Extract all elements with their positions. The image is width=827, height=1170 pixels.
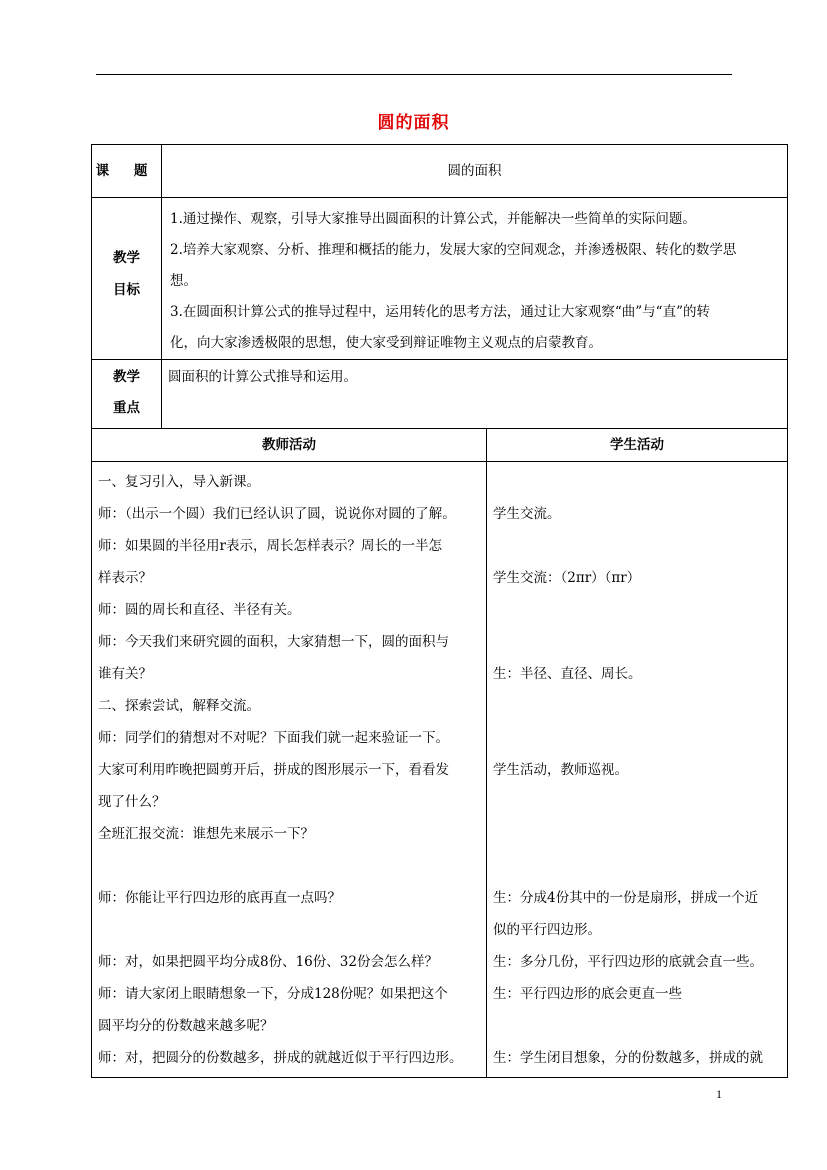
student-line: 学生交流：（2πr）（πr） — [493, 570, 641, 586]
subject-row — [92, 145, 788, 198]
page-number: 1 — [716, 1087, 722, 1101]
student-line: 生：学生闭目想象，分的份数越多，拼成的就 — [493, 1050, 763, 1066]
student-line: 生：平行四边形的底会更直一些 — [493, 986, 682, 1002]
activity-header-row — [92, 429, 788, 462]
teacher-line — [98, 914, 480, 946]
goal-line: 化，向大家渗透极限的思想，使大家受到辩证唯物主义观点的启蒙教育。 — [170, 335, 602, 351]
student-line — [493, 594, 781, 626]
student-line — [493, 626, 781, 658]
student-line: 学生活动，教师巡视。 — [493, 762, 628, 778]
teacher-line: 二、探索尝试，解释交流。 — [98, 698, 260, 714]
teacher-line: 一、复习引入，导入新课。 — [98, 474, 260, 490]
goal-line: 2.培养大家观察、分析、推理和概括的能力，发展大家的空间观念，并渗透极限、转化的数学思 — [170, 242, 737, 258]
teacher-line: 现了什么？ — [98, 794, 166, 810]
goals-content — [162, 198, 788, 360]
student-line: 生：分成4份其中的一份是扇形，拼成一个近 — [493, 890, 759, 906]
goal-line: 3.在圆面积计算公式的推导过程中，运用转化的思考方法，通过让大家观察“曲”与“直”的转 — [170, 304, 710, 320]
header-rule — [96, 74, 732, 75]
goal-line: 1.通过操作、观察，引导大家推导出圆面积的计算公式，并能解决一些简单的实际问题。 — [170, 211, 696, 227]
student-activity-column — [487, 462, 788, 1078]
teacher-line: 师：（出示一个圆）我们已经认识了圆，说说你对圆的了解。 — [98, 506, 456, 522]
teacher-line: 圆平均分的份数越来越多呢？ — [98, 1018, 274, 1034]
teacher-line: 师：你能让平行四边形的底再直一点吗？ — [98, 890, 341, 906]
student-activity-header: 学生活动 — [487, 429, 788, 462]
key-points-content: 圆面积的计算公式推导和运用。 — [162, 360, 788, 429]
teacher-activity-column — [92, 462, 487, 1078]
student-line — [493, 690, 781, 722]
teacher-line: 师：对，把圆分的份数越多，拼成的就越近似于平行四边形。 — [98, 1050, 463, 1066]
student-line — [493, 1010, 781, 1042]
goals-label-line-2: 目标 — [113, 282, 140, 298]
student-line: 生：半径、直径、周长。 — [493, 666, 642, 682]
student-line: 学生交流。 — [493, 506, 561, 522]
lesson-plan-table — [91, 144, 788, 1078]
student-line — [493, 530, 781, 562]
teacher-line: 大家可利用昨晚把圆剪开后，拼成的图形展示一下，看看发 — [98, 762, 449, 778]
teacher-line — [98, 850, 480, 882]
teacher-line: 师：今天我们来研究圆的面积，大家猜想一下，圆的面积与 — [98, 634, 449, 650]
student-line: 似的平行四边形。 — [493, 922, 601, 938]
teacher-line: 师：圆的周长和直径、半径有关。 — [98, 602, 301, 618]
goals-row — [92, 198, 788, 360]
student-line — [493, 466, 781, 498]
teacher-activity-header: 教师活动 — [92, 429, 487, 462]
key-label-line-1: 教学 — [113, 369, 140, 385]
teacher-line: 全班汇报交流：谁想先来展示一下？ — [98, 826, 314, 842]
document-title: 圆的面积 — [377, 113, 450, 133]
subject-value: 圆的面积 — [162, 145, 788, 198]
teacher-line: 师：如果圆的半径用r表示，周长怎样表示？周长的一半怎 — [98, 538, 442, 554]
activity-body-row — [92, 462, 788, 1078]
key-label-line-2: 重点 — [113, 400, 140, 416]
goal-line: 想。 — [170, 273, 197, 289]
teacher-line: 师：同学们的猜想对不对呢？下面我们就一起来验证一下。 — [98, 730, 449, 746]
teacher-line: 师：请大家闭上眼睛想象一下，分成128份呢？如果把这个 — [98, 986, 448, 1002]
goals-label — [92, 198, 162, 360]
key-points-row — [92, 360, 788, 429]
student-line: 生：多分几份，平行四边形的底就会直一些。 — [493, 954, 763, 970]
subject-label: 课 题 — [92, 145, 162, 198]
student-line — [493, 722, 781, 754]
student-line — [493, 818, 781, 850]
key-points-label — [92, 360, 162, 429]
student-line — [493, 786, 781, 818]
teacher-line: 样表示？ — [98, 570, 152, 586]
teacher-line: 师：对，如果把圆平均分成8份、16份、32份会怎么样？ — [98, 954, 438, 970]
goals-label-line-1: 教学 — [113, 250, 140, 266]
teacher-line: 谁有关？ — [98, 666, 152, 682]
student-line — [493, 850, 781, 882]
